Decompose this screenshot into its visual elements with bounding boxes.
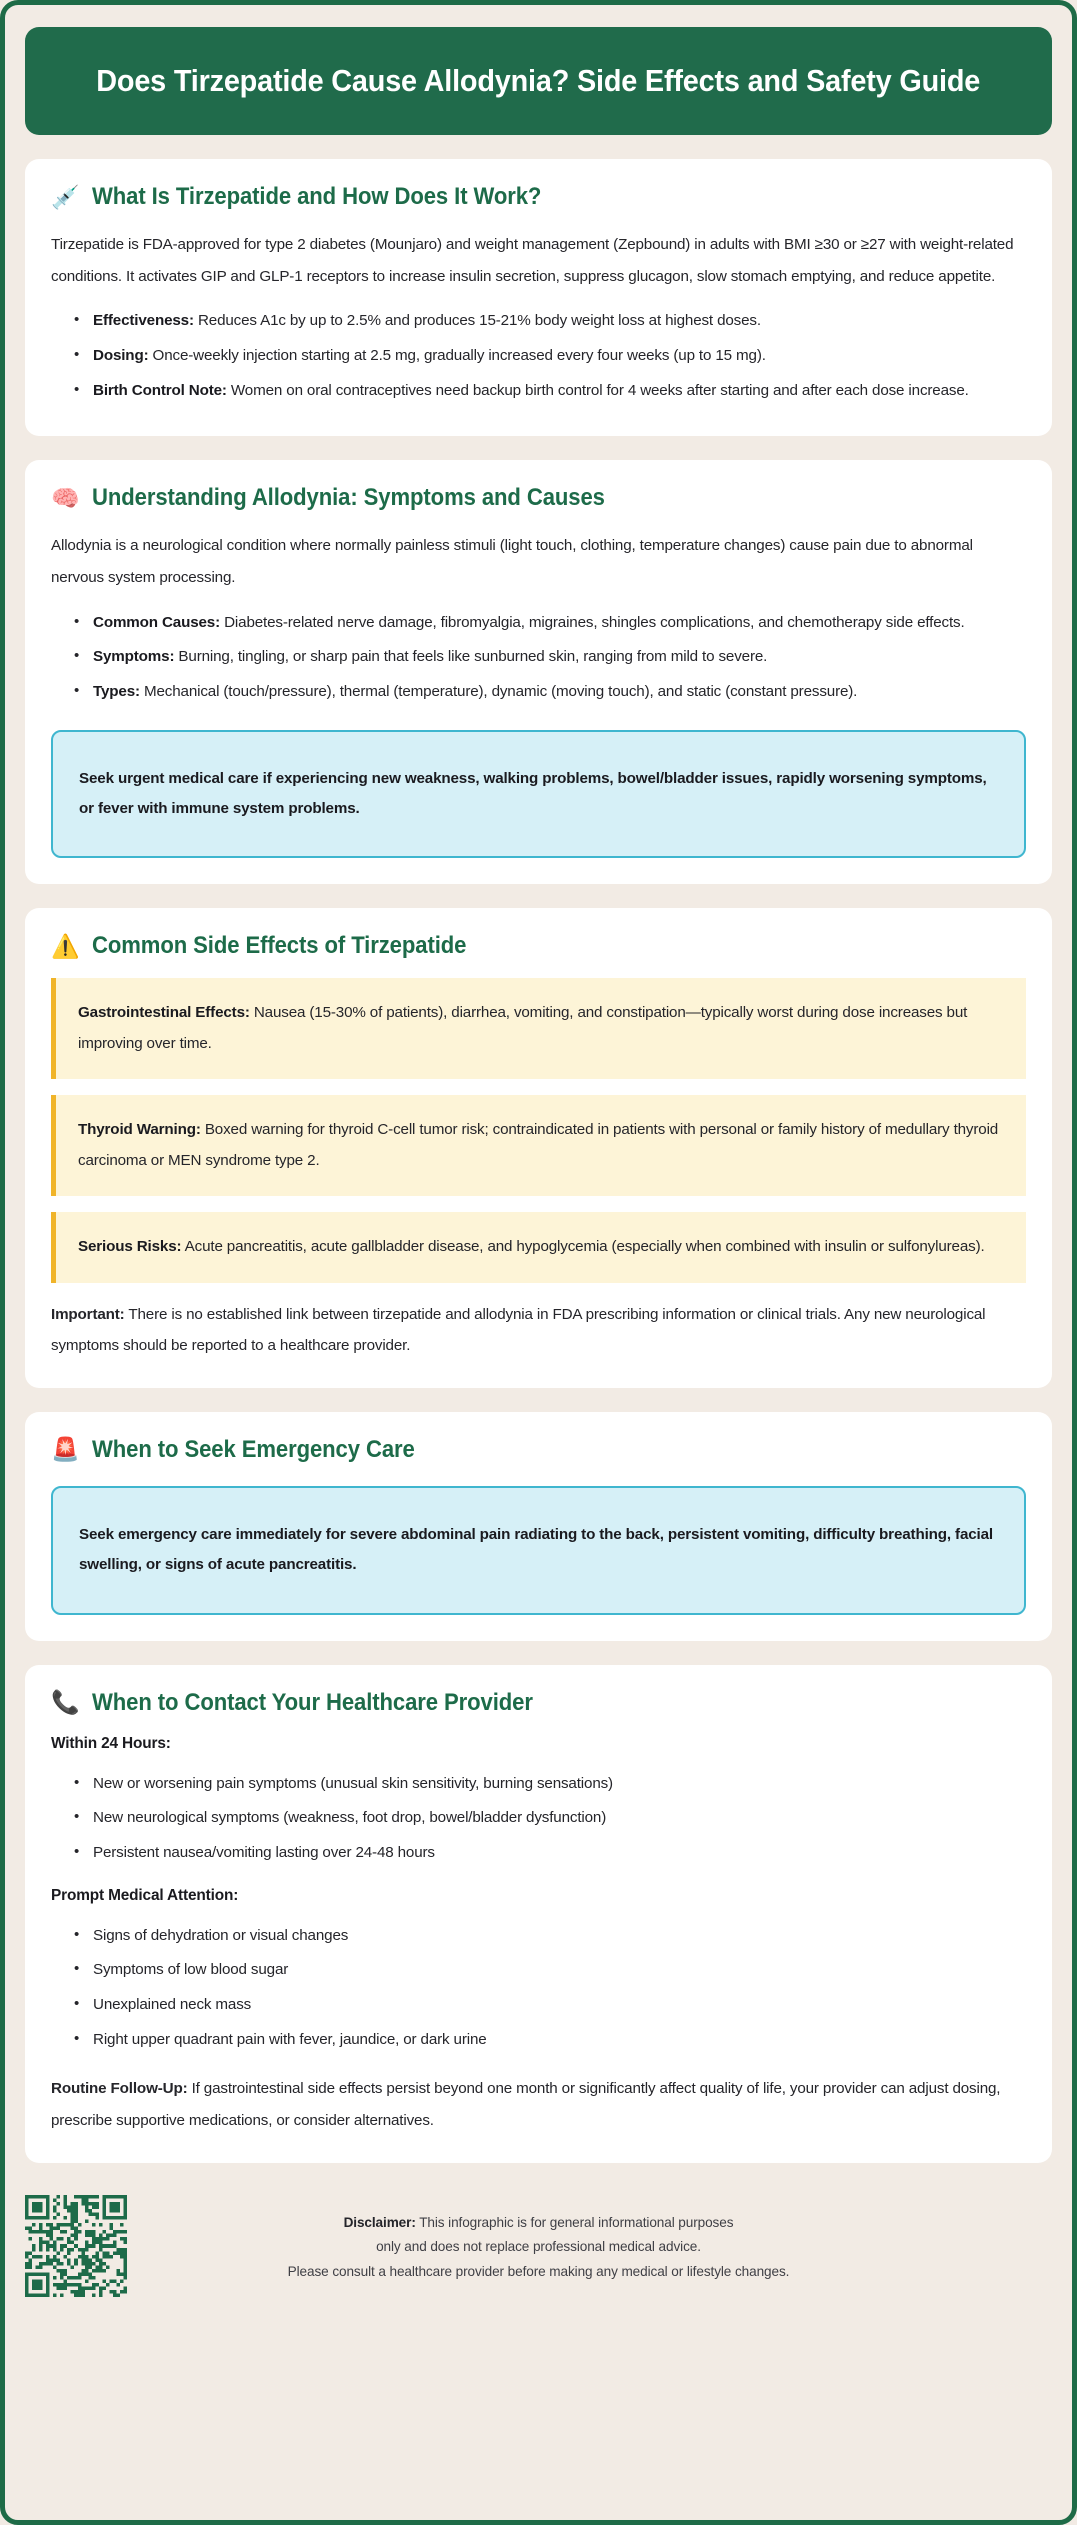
- disclaimer-label: Disclaimer:: [343, 2214, 416, 2230]
- alert-text: Seek urgent medical care if experiencing new weakness, walking problems, bowel/bladder issues, rapidly worsening symptoms, or fever with immune system problems.: [79, 769, 987, 818]
- important-text: There is no established link between tirzepatide and allodynia in FDA prescribing information or clinical trials. Any new neurological symptoms should be reported to a healthcare provider.: [51, 1305, 986, 1355]
- disclaimer-line-3: Please consult a healthcare provider before making any medical or lifestyle changes.: [287, 2264, 790, 2280]
- alert-text: Seek emergency care immediately for severe abdominal pain radiating to the back, persistent vomiting, difficulty breathing, facial swelling, or signs of acute pancreatitis.: [79, 1525, 993, 1574]
- note-text: [78, 1232, 1004, 1262]
- note-label: Gastrointestinal Effects:: [78, 1004, 250, 1022]
- bullet-label: Types:: [93, 682, 140, 700]
- list-item: [93, 677, 1026, 708]
- section-header: [51, 932, 1026, 960]
- list-item: • Right upper quadrant pain with fever, jaundice, or dark urine: [93, 2025, 1026, 2056]
- section-header: [51, 1436, 1026, 1464]
- list-item: • Persistent nausea/vomiting lasting over 24-48 hours: [93, 1838, 1026, 1869]
- section-title: Common Side Effects of Tirzepatide: [91, 932, 466, 960]
- emergency-alert-box: [51, 1486, 1026, 1615]
- section-paragraph: Tirzepatide is FDA-approved for type 2 diabetes (Mounjaro) and weight management (Zepbound) in adults with BMI ≥30 or ≥27 with weight-related conditions. It activates GIP and GLP-1 receptors to increase insulin secretion, suppress glucagon, slow stomach emptying, and reduce appetite.: [51, 236, 1014, 285]
- bullet-label: Symptoms:: [93, 648, 175, 666]
- note-body: Boxed warning for thyroid C-cell tumor risk; contraindicated in patients with personal or family history of medullary thyroid carcinoma or MEN syndrome type 2.: [78, 1121, 999, 1169]
- bullet-label: Common Causes:: [93, 613, 221, 631]
- section-card-tirzepatide: [25, 159, 1052, 436]
- section-card-emergency: [25, 1412, 1052, 1641]
- bullet-label: Effectiveness:: [93, 312, 194, 330]
- list-item: [93, 306, 1026, 337]
- list-item: • New or worsening pain symptoms (unusual skin sensitivity, burning sensations): [93, 1769, 1026, 1800]
- list-item: • Unexplained neck mass: [93, 1990, 1026, 2021]
- bullet-list-prompt-attention: [51, 1921, 1026, 2056]
- section-title: When to Contact Your Healthcare Provider: [91, 1688, 533, 1716]
- routine-followup-note: [51, 2073, 1026, 2136]
- important-note: [51, 1299, 1026, 1362]
- note-label: Serious Risks:: [78, 1238, 182, 1256]
- list-item: • New neurological symptoms (weakness, foot drop, bowel/bladder dysfunction): [93, 1803, 1026, 1834]
- subheading-prompt-medical-attention: Prompt Medical Attention:: [51, 1886, 239, 1904]
- disclaimer-text: [25, 2205, 1052, 2285]
- section-title: What Is Tirzepatide and How Does It Work?: [91, 183, 541, 210]
- important-label: Important:: [51, 1305, 125, 1323]
- syringe-icon: 💉: [51, 183, 80, 210]
- bullet-label: Dosing:: [93, 346, 149, 364]
- routine-followup-text: If gastrointestinal side effects persist beyond one month or significantly affect quality of life, your provider can adjust dosing, prescribe supportive medications, or consider alternatives.: [51, 2080, 1001, 2130]
- header-banner: [25, 27, 1052, 135]
- note-box-serious-risks: [51, 1212, 1026, 1282]
- footer: [25, 2187, 1052, 2311]
- list-item: • Symptoms of low blood sugar: [93, 1955, 1026, 1986]
- bullet-text: Diabetes-related nerve damage, fibromyalgia, migraines, shingles complications, and chemotherapy side effects.: [220, 613, 965, 631]
- bullet-text: Mechanical (touch/pressure), thermal (temperature), dynamic (moving touch), and static (constant pressure).: [139, 682, 858, 700]
- brain-icon: 🧠: [51, 484, 80, 511]
- section-title: When to Seek Emergency Care: [91, 1435, 415, 1463]
- bullet-text: Women on oral contraceptives need backup birth control for 4 weeks after starting and after each dose increase.: [226, 381, 969, 399]
- bullet-label: Birth Control Note:: [93, 381, 227, 399]
- disclaimer-line-1-text: This infographic is for general informational purposes: [415, 2214, 734, 2230]
- qr-code-image: [25, 2195, 127, 2297]
- disclaimer-line-1: [165, 2211, 912, 2236]
- bullet-list: [51, 306, 1026, 406]
- note-body: Acute pancreatitis, acute gallbladder disease, and hypoglycemia (especially when combined with insulin or sulfonylureas).: [181, 1238, 985, 1256]
- note-label: Thyroid Warning:: [78, 1121, 201, 1139]
- warning-triangle-icon: ⚠️: [51, 932, 80, 959]
- section-card-contact-provider: [25, 1665, 1052, 2163]
- qr-code[interactable]: [25, 2195, 127, 2297]
- section-card-allodynia: [25, 460, 1052, 884]
- siren-icon: 🚨: [51, 1436, 80, 1463]
- page-title: Does Tirzepatide Cause Allodynia? Side Effects and Safety Guide: [96, 63, 981, 98]
- note-text: [78, 1115, 1004, 1176]
- note-box-gastrointestinal: [51, 978, 1026, 1079]
- list-item: [93, 376, 1026, 407]
- routine-followup-label: Routine Follow-Up:: [51, 2080, 188, 2098]
- note-text: [78, 998, 1004, 1059]
- list-item: [93, 341, 1026, 372]
- section-title: Understanding Allodynia: Symptoms and Causes: [91, 484, 605, 512]
- list-item: [93, 608, 1026, 639]
- section-header: [51, 1689, 1026, 1717]
- bullet-list: [51, 608, 1026, 708]
- bullet-text: Burning, tingling, or sharp pain that feels like sunburned skin, ranging from mild to severe.: [174, 648, 768, 666]
- section-paragraph: Allodynia is a neurological condition where normally painless stimuli (light touch, clothing, temperature changes) cause pain due to abnormal nervous system processing.: [51, 537, 973, 586]
- disclaimer-line-2: only and does not replace professional medical advice.: [376, 2239, 701, 2255]
- section-header: [51, 183, 1026, 211]
- subheading-within-24-hours: Within 24 Hours:: [51, 1734, 171, 1752]
- note-body: Nausea (15-30% of patients), diarrhea, vomiting, and constipation—typically worst during dose increases but improving over time.: [78, 1004, 968, 1052]
- bullet-text: Reduces A1c by up to 2.5% and produces 15-21% body weight loss at highest doses.: [193, 312, 761, 330]
- bullet-list-within-24-hours: [51, 1769, 1026, 1869]
- list-item: [93, 642, 1026, 673]
- bullet-text: Once-weekly injection starting at 2.5 mg, gradually increased every four weeks (up to 15 mg).: [148, 346, 766, 364]
- section-header: [51, 484, 1026, 512]
- section-card-side-effects: [25, 908, 1052, 1387]
- note-box-thyroid: [51, 1095, 1026, 1196]
- telephone-icon: 📞: [51, 1689, 80, 1716]
- urgent-care-alert-box: [51, 730, 1026, 859]
- list-item: • Signs of dehydration or visual changes: [93, 1921, 1026, 1952]
